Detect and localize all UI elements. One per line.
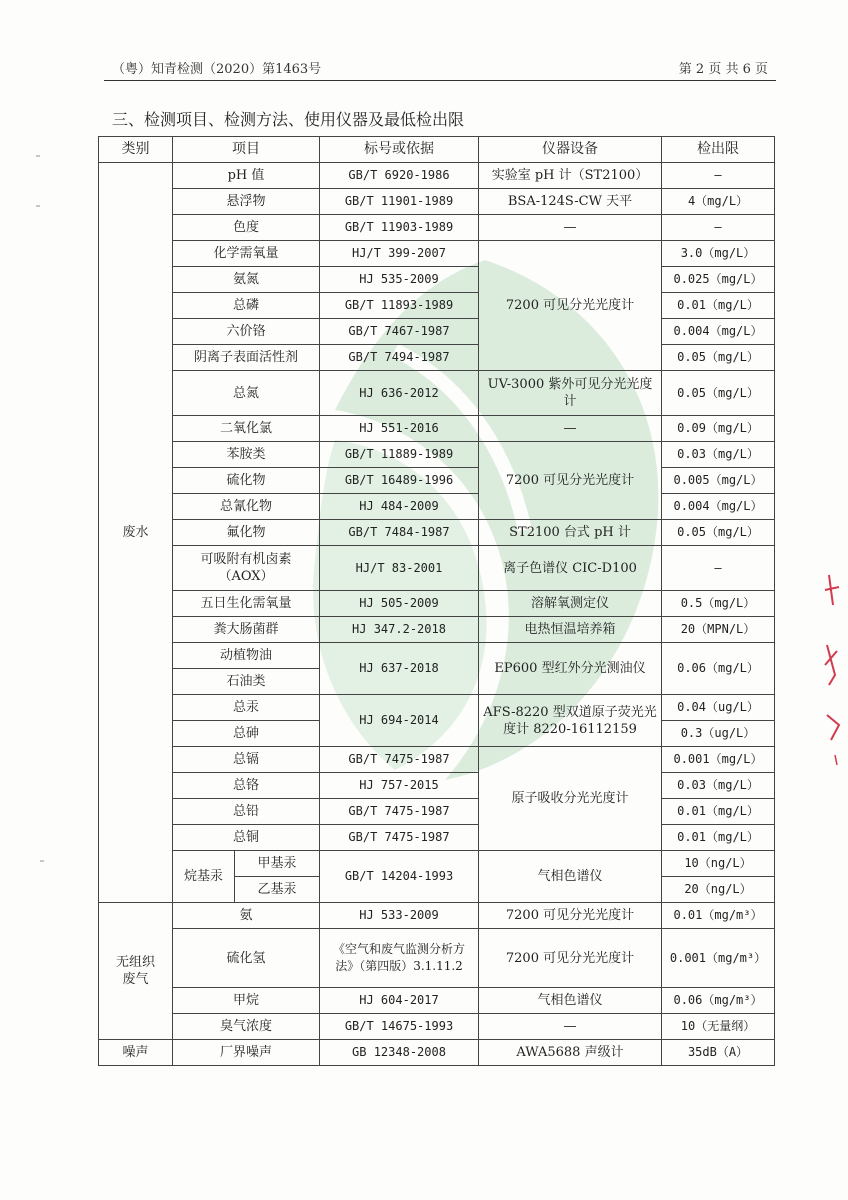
table-row (99, 163, 775, 189)
table-row (99, 241, 775, 267)
table-row (99, 1040, 775, 1066)
cell-standard: 《空气和废气监测分析方法》（第四版）3.1.11.2 (320, 929, 479, 988)
table-row (99, 988, 775, 1014)
cell-limit: 0.005（mg/L） (662, 468, 775, 494)
cell-item: 氨氮 (173, 267, 320, 293)
cell-limit: 3.0（mg/L） (662, 241, 775, 267)
cell-instrument: 气相色谱仪 (479, 988, 662, 1014)
table-row (99, 591, 775, 617)
cell-limit: 0.001（mg/m³） (662, 929, 775, 988)
cell-instrument: 7200 可见分光光度计 (479, 903, 662, 929)
cell-limit: 10（无量纲） (662, 1014, 775, 1040)
cell-limit: 0.09（mg/L） (662, 416, 775, 442)
cell-instrument: 离子色谱仪 CIC-D100 (479, 546, 662, 591)
table-row (99, 442, 775, 468)
cell-instrument: AFS-8220 型双道原子荧光光度计 8220-16112159 (479, 695, 662, 747)
cell-standard: HJ 757-2015 (320, 773, 479, 799)
cell-standard: GB/T 14204-1993 (320, 851, 479, 903)
category-fugitive-gas: 无组织 废气 (99, 903, 173, 1040)
cell-item: 总磷 (173, 293, 320, 319)
cell-standard: HJ 347.2-2018 (320, 617, 479, 643)
cell-limit: 0.06（mg/L） (662, 643, 775, 695)
cell-item: 总铬 (173, 773, 320, 799)
page-indicator: 第 2 页 共 6 页 (678, 62, 768, 77)
cell-item: 可吸附有机卤素（AOX） (173, 546, 320, 591)
cell-instrument: UV-3000 紫外可见分光光度计 (479, 371, 662, 416)
cell-standard: HJ/T 83-2001 (320, 546, 479, 591)
table-row (99, 1014, 775, 1040)
cell-limit: 0.3（ug/L） (662, 721, 775, 747)
cell-limit: 0.05（mg/L） (662, 345, 775, 371)
cell-standard: HJ 551-2016 (320, 416, 479, 442)
cell-standard: GB/T 7475-1987 (320, 825, 479, 851)
margin-mark (36, 205, 40, 207)
cell-limit: 0.03（mg/L） (662, 442, 775, 468)
cell-instrument: EP600 型红外分光测油仪 (479, 643, 662, 695)
cell-limit: 35dB（A） (662, 1040, 775, 1066)
cell-item: 硫化物 (173, 468, 320, 494)
table-row (99, 319, 775, 345)
cell-standard: GB/T 7494-1987 (320, 345, 479, 371)
col-header-category: 类别 (99, 137, 173, 163)
cell-item: pH 值 (173, 163, 320, 189)
cell-item: 化学需氧量 (173, 241, 320, 267)
cell-standard: GB/T 11893-1989 (320, 293, 479, 319)
category-noise: 噪声 (99, 1040, 173, 1066)
cell-item: 苯胺类 (173, 442, 320, 468)
cell-item: 总镉 (173, 747, 320, 773)
cell-standard: HJ 636-2012 (320, 371, 479, 416)
section-title: 三、检测项目、检测方法、使用仪器及最低检出限 (112, 110, 465, 129)
cell-standard: HJ 533-2009 (320, 903, 479, 929)
cell-limit: 0.01（mg/L） (662, 293, 775, 319)
cell-item: 氟化物 (173, 520, 320, 546)
cell-instrument: 7200 可见分光光度计 (479, 929, 662, 988)
cell-limit: 0.01（mg/m³） (662, 903, 775, 929)
cell-item: 动植物油 (173, 643, 320, 669)
cell-limit: 0.004（mg/L） (662, 319, 775, 345)
cell-item-group: 烷基汞 (173, 851, 235, 903)
cell-standard: GB/T 7484-1987 (320, 520, 479, 546)
cell-limit: 0.025（mg/L） (662, 267, 775, 293)
cell-item: 色度 (173, 215, 320, 241)
cell-instrument: — (479, 416, 662, 442)
table-header-row (99, 137, 775, 163)
col-header-item: 项目 (173, 137, 320, 163)
detection-table (98, 136, 775, 1066)
cell-limit: — (662, 546, 775, 591)
cell-instrument: 7200 可见分光光度计 (479, 442, 662, 520)
cell-limit: 0.05（mg/L） (662, 520, 775, 546)
cell-standard: GB/T 7475-1987 (320, 747, 479, 773)
cell-item: 总砷 (173, 721, 320, 747)
margin-mark (36, 155, 40, 157)
cell-limit: 4（mg/L） (662, 189, 775, 215)
cell-standard: GB/T 11889-1989 (320, 442, 479, 468)
cell-limit: 0.03（mg/L） (662, 773, 775, 799)
margin-mark (40, 860, 44, 862)
cell-limit: 0.01（mg/L） (662, 825, 775, 851)
table-row (99, 189, 775, 215)
cell-limit: 0.01（mg/L） (662, 799, 775, 825)
table-row (99, 773, 775, 799)
cell-item: 二氧化氯 (173, 416, 320, 442)
cell-item: 悬浮物 (173, 189, 320, 215)
cell-item: 总铅 (173, 799, 320, 825)
cell-limit: 10（ng/L） (662, 851, 775, 877)
cell-item: 臭气浓度 (173, 1014, 320, 1040)
report-number: （粤）知青检测（2020）第1463号 (112, 62, 322, 77)
table-row (99, 345, 775, 371)
table-row (99, 494, 775, 520)
cell-standard: HJ 535-2009 (320, 267, 479, 293)
cell-instrument: 溶解氧测定仪 (479, 591, 662, 617)
cell-item: 总铜 (173, 825, 320, 851)
cell-limit: 0.06（mg/m³） (662, 988, 775, 1014)
cell-standard: GB/T 16489-1996 (320, 468, 479, 494)
cell-standard: GB 12348-2008 (320, 1040, 479, 1066)
cell-limit: 0.001（mg/L） (662, 747, 775, 773)
cell-item: 氨 (173, 903, 320, 929)
cell-instrument: ST2100 台式 pH 计 (479, 520, 662, 546)
cell-standard: GB/T 7467-1987 (320, 319, 479, 345)
cell-instrument: — (479, 215, 662, 241)
cell-limit: 0.04（ug/L） (662, 695, 775, 721)
cell-instrument: BSA-124S-CW 天平 (479, 189, 662, 215)
table-row (99, 851, 775, 877)
cell-item: 六价铬 (173, 319, 320, 345)
cell-instrument: 实验室 pH 计（ST2100） (479, 163, 662, 189)
table-row (99, 546, 775, 591)
cell-limit: 0.05（mg/L） (662, 371, 775, 416)
cell-item: 甲基汞 (235, 851, 320, 877)
cell-standard: GB/T 6920-1986 (320, 163, 479, 189)
header-divider (104, 80, 776, 81)
table-row (99, 695, 775, 721)
cell-item: 甲烷 (173, 988, 320, 1014)
table-row (99, 825, 775, 851)
cell-limit: 0.004（mg/L） (662, 494, 775, 520)
cell-item: 总氰化物 (173, 494, 320, 520)
table-row (99, 468, 775, 494)
table-row (99, 215, 775, 241)
cell-standard: HJ 637-2018 (320, 643, 479, 695)
cell-standard: GB/T 11901-1989 (320, 189, 479, 215)
table-row (99, 903, 775, 929)
table-row (99, 416, 775, 442)
col-header-instrument: 仪器设备 (479, 137, 662, 163)
cell-limit: 20（ng/L） (662, 877, 775, 903)
margin-scribble-icon (815, 565, 848, 770)
cell-instrument: 7200 可见分光光度计 (479, 241, 662, 371)
category-wastewater: 废水 (99, 163, 173, 903)
table-row (99, 520, 775, 546)
cell-standard: HJ 694-2014 (320, 695, 479, 747)
table-row (99, 617, 775, 643)
cell-instrument: 原子吸收分光光度计 (479, 747, 662, 851)
cell-item: 总汞 (173, 695, 320, 721)
cell-item: 五日生化需氧量 (173, 591, 320, 617)
cell-limit: — (662, 163, 775, 189)
cell-instrument: AWA5688 声级计 (479, 1040, 662, 1066)
col-header-limit: 检出限 (662, 137, 775, 163)
cell-instrument: — (479, 1014, 662, 1040)
table-row (99, 799, 775, 825)
cell-standard: GB/T 14675-1993 (320, 1014, 479, 1040)
table-row (99, 267, 775, 293)
table-row (99, 643, 775, 669)
cell-standard: HJ 484-2009 (320, 494, 479, 520)
cell-item: 粪大肠菌群 (173, 617, 320, 643)
cell-standard: HJ 505-2009 (320, 591, 479, 617)
cell-instrument: 气相色谱仪 (479, 851, 662, 903)
cell-limit: 0.5（mg/L） (662, 591, 775, 617)
table-row (99, 929, 775, 988)
cell-standard: HJ/T 399-2007 (320, 241, 479, 267)
table-row (99, 371, 775, 416)
table-row (99, 293, 775, 319)
col-header-standard: 标号或依据 (320, 137, 479, 163)
cell-limit: 20（MPN/L） (662, 617, 775, 643)
cell-limit: — (662, 215, 775, 241)
cell-item: 阴离子表面活性剂 (173, 345, 320, 371)
cell-item: 总氮 (173, 371, 320, 416)
cell-item: 石油类 (173, 669, 320, 695)
cell-standard: GB/T 7475-1987 (320, 799, 479, 825)
table-row (99, 747, 775, 773)
cell-item: 硫化氢 (173, 929, 320, 988)
cell-standard: GB/T 11903-1989 (320, 215, 479, 241)
cell-item: 厂界噪声 (173, 1040, 320, 1066)
cell-instrument: 电热恒温培养箱 (479, 617, 662, 643)
cell-item: 乙基汞 (235, 877, 320, 903)
cell-standard: HJ 604-2017 (320, 988, 479, 1014)
